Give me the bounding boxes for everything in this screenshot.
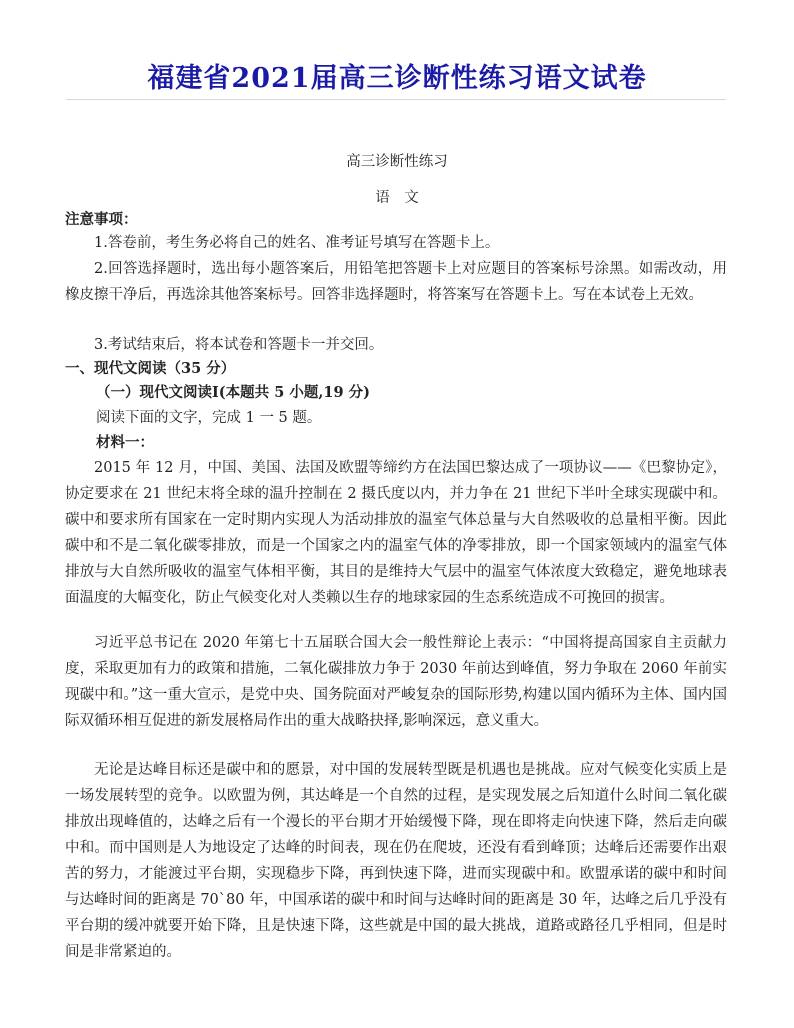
material-paragraph-1: 2015 年 12 月，中国、美国、法国及欧盟等缔约方在法国巴黎达成了一项协议——《巴黎协定》，协定要求在 21 世纪末将全球的温升控制在 2 摄氏度以内，并力争在 21 世纪下半叶全球实现碳中和。碳中和要求所有国家在一定时期内实现人为活动排放的温室气体总量与大自然吸收的总量相平衡。因此碳中和不是二氧化碳零排放，而是一个国家之内的温室气体的净零排放，即一个国家领域内的温室气体排放与大自然所吸收的温室气体相平衡，其目的是维持大气层中的温室气体浓度大致稳定，避免地球表面温度的大幅变化，防止气候变化对人类赖以生存的地球家园的生态系统造成不可挽回的损害。 [65, 460, 727, 606]
notice-item-3: 3.考试结束后，将本试卷和答题卡一并交回。 [94, 337, 384, 353]
subsection-heading: （一）现代文阅读Ⅰ(本题共 5 小题,19 分) [96, 384, 370, 401]
notice-heading: 注意事项： [65, 211, 138, 228]
material-paragraph-3: 无论是达峰目标还是碳中和的愿景，对中国的发展转型既是机遇也是挑战。应对气候变化实质上是一场发展转型的竞争。以欧盟为例，其达峰是一个自然的过程，是实现发展之后知道什么时间二氧化碳排放出现峰值的，达峰之后有一个漫长的平台期才开始缓慢下降，现在即将走向快速下降，然后走向碳中和。而中国则是人为地设定了达峰的时间表，现在仍在爬坡，还没有看到峰顶；达峰后还需要作出艰苦的努力，才能渡过平台期，实现稳步下降，再到快速下降，进而实现碳中和。欧盟承诺的碳中和时间与达峰时间的距离是 70`80 年，中国承诺的碳中和时间与达峰时间的距离是 30 年，达峰之后几乎没有平台期的缓冲就要开始下降，且是快速下降，这些就是中国的最大挑战，道路或路径几乎相同，但是时间是非常紧迫的。 [65, 762, 727, 960]
material-paragraph-2: 习近平总书记在 2020 年第七十五届联合国大会一般性辩论上表示：“中国将提高国家自主贡献力度，采取更加有力的政策和措施，二氧化碳排放力争于 2030 年前达到峰值，努力争取在 2060 年前实现碳中和。”这一重大宣示，是党中央、国务院面对严峻复杂的国际形势,构建以国内循环为主体、国内国际双循环相互促进的新发展格局作出的重大战略抉择,影响深远，意义重大。 [65, 635, 727, 729]
subject-label: 语 文 [375, 190, 419, 206]
material-label: 材料一： [96, 434, 154, 451]
section-heading: 一、现代文阅读（35 分） [65, 360, 236, 377]
exam-subtitle: 高三诊断性练习 [346, 154, 448, 170]
title-divider [66, 99, 726, 100]
reading-instruction: 阅读下面的文字，完成 1 一 5 题。 [96, 410, 322, 426]
notice-item-1: 1.答卷前，考生务必将自己的姓名、准考证号填写在答题卡上。 [94, 235, 500, 251]
notice-item-2: 2.回答选择题时，选出每小题答案后，用铅笔把答题卡上对应题目的答案标号涂黑。如需改动，用橡皮擦干净后，再选涂其他答案标号。回答非选择题时，将答案写在答题卡上。写在本试卷上无效。 [65, 261, 727, 303]
document-title: 福建省2021届高三诊断性练习语文试卷 [147, 63, 647, 94]
